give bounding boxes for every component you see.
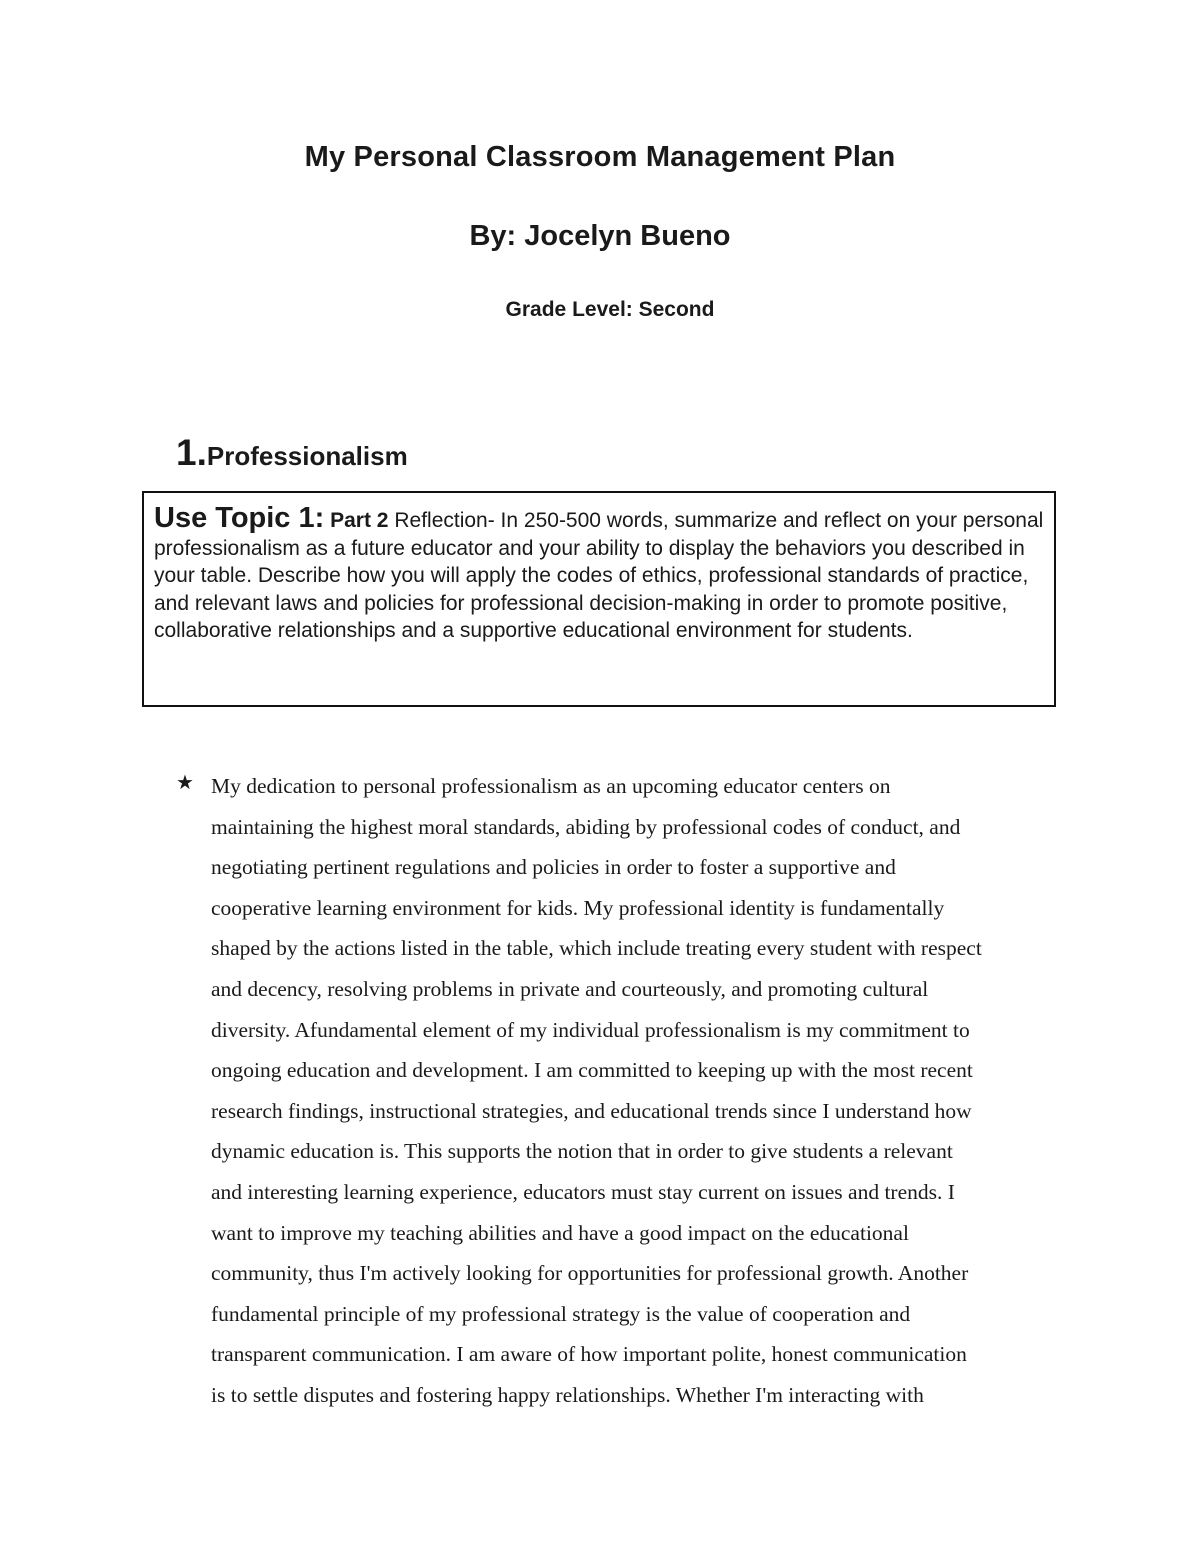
prompt-part: Part 2	[330, 509, 389, 532]
response-line: My dedication to personal professionalism as an upcoming educator centers on	[211, 774, 891, 798]
response-line: diversity. Afundamental element of my individual professionalism is my commitment to	[211, 1017, 970, 1042]
response-line: negotiating pertinent regulations and policies in order to foster a supportive and	[211, 855, 896, 880]
response-line: dynamic education is. This supports the notion that in order to give students a relevant	[211, 1139, 953, 1164]
response-line: transparent communication. I am aware of how important polite, honest communication	[211, 1342, 967, 1367]
assignment-prompt-box	[142, 491, 1056, 707]
response-line: ongoing education and development. I am committed to keeping up with the most recent	[211, 1058, 973, 1083]
response-line: want to improve my teaching abilities and have a good impact on the educational	[211, 1220, 909, 1245]
response-line: shaped by the actions listed in the table, which include treating every student with respect	[211, 936, 982, 961]
response-line: community, thus I'm actively looking for opportunities for professional growth. Another	[211, 1261, 969, 1286]
document-author: By: Jocelyn Bueno	[469, 220, 731, 252]
grade-level: Grade Level: Second	[505, 298, 715, 321]
section-heading	[176, 432, 408, 474]
response-line: maintaining the highest moral standards, abiding by professional codes of conduct, and	[211, 814, 961, 839]
response-line: research findings, instructional strategies, and educational trends since I understand how	[211, 1098, 972, 1123]
prompt-lead: Use Topic 1:	[154, 502, 325, 534]
prompt-text: Reflection- In 250-500 words, summarize and reflect on your personal professionalism as a future educator and your ability to display the behaviors you described in your table. Describe how you will apply the codes of ethics, professional standards of practice, and relevant laws and policies for professional decision-making in order to promote positive, collaborative relationships and a supportive educational environment for students.	[154, 509, 1044, 642]
response-line: is to settle disputes and fostering happy relationships. Whether I'm interacting with	[211, 1382, 924, 1407]
response-line: fundamental principle of my professional strategy is the value of cooperation and	[211, 1301, 911, 1326]
section-label: Professionalism	[206, 441, 408, 471]
response-line: cooperative learning environment for kids. My professional identity is fundamentally	[211, 895, 945, 920]
response-text	[211, 766, 1066, 1416]
section-number: 1.	[176, 432, 207, 473]
response-line: and interesting learning experience, educators must stay current on issues and trends. I	[211, 1179, 955, 1204]
document-title: My Personal Classroom Management Plan	[304, 141, 896, 173]
star-bullet-icon: ★	[176, 770, 194, 794]
response-line: and decency, resolving problems in private and courteously, and promoting cultural	[211, 976, 929, 1001]
